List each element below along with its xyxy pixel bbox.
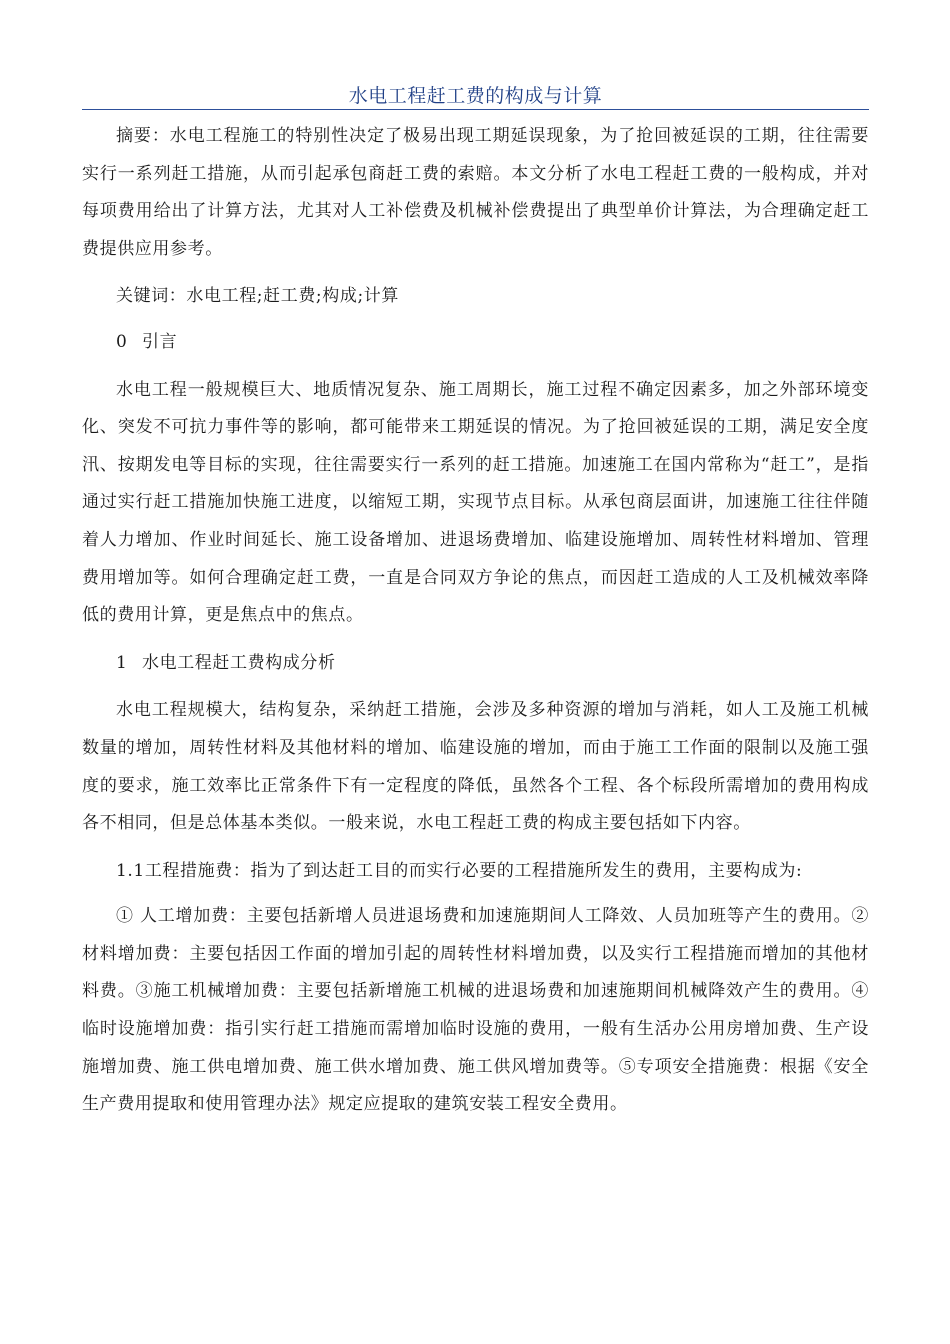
section1-paragraph: 水电工程规模大，结构复杂，采纳赶工措施，会涉及多种资源的增加与消耗，如人工及施工机械数量的增加，周转性材料及其他材料的增加、临建设施的增加，而由于施工工作面的限制以及施工强度的要求，施工效率比正常条件下有一定程度的降低，虽然各个工程、各个标段所需增加的费用构成各不相同，但是总体基本类似。一般来说，水电工程赶工费的构成主要包括如下内容。 xyxy=(82,700,869,834)
abstract-paragraph: 摘要：水电工程施工的特别性决定了极易出现工期延误现象，为了抢回被延误的工期，往往需要实行一系列赶工措施，从而引起承包商赶工费的索赔。本文分析了水电工程赶工费的一般构成，并对每项费用给出了计算方法，尤其对人工补偿费及机械补偿费提出了典型单价计算法，为合理确定赶工费提供应用参考。 xyxy=(82,126,869,259)
document-body xyxy=(82,118,869,1134)
subsection-1-1: 1.1工程措施费：指为了到达赶工目的而实行必要的工程措施所发生的费用，主要构成为: xyxy=(116,860,803,881)
title-underline xyxy=(82,109,869,110)
section-heading-1 xyxy=(82,645,869,683)
section-number: 0 xyxy=(116,331,128,352)
section-heading-0 xyxy=(82,324,869,362)
intro-paragraph: 水电工程一般规模巨大、地质情况复杂、施工周期长，施工过程不确定因素多，加之外部环境变化、突发不可抗力事件等的影响，都可能带来工期延误的情况。为了抢回被延误的工期，满足安全度汛、按期发电等目标的实现，往往需要实行一系列的赶工措施。加速施工在国内常称为“赶工”，是指通过实行赶工措施加快施工进度，以缩短工期，实现节点目标。从承包商层面讲，加速施工往往伴随着人力增加、作业时间延长、施工设备增加、进退场费增加、临建设施增加、周转性材料增加、管理费用增加等。如何合理确定赶工费，一直是合同双方争论的焦点，而因赶工造成的人工及机械效率降低的费用计算，更是焦点中的焦点。 xyxy=(82,379,869,626)
document-title: 水电工程赶工费的构成与计算 xyxy=(348,85,603,107)
section-title: 水电工程赶工费构成分析 xyxy=(142,652,336,673)
cost-items-paragraph: ① 人工增加费：主要包括新增人员进退场费和加速施期间人工降效、人员加班等产生的费用。②材料增加费：主要包括因工作面的增加引起的周转性材料增加费，以及实行工程措施而增加的其他材料费。③施工机械增加费：主要包括新增施工机械的进退场费和加速施期间机械降效产生的费用。④临时设施增加费：指引实行赶工措施而需增加临时设施的费用，一般有生活办公用房增加费、生产设施增加费、施工供电增加费、施工供水增加费、施工供风增加费等。⑤专项安全措施费：根据《安全生产费用提取和使用管理办法》规定应提取的建筑安装工程安全费用。 xyxy=(82,906,869,1115)
keywords-line: 关键词：水电工程;赶工费;构成;计算 xyxy=(116,286,399,307)
section-title: 引言 xyxy=(142,331,178,352)
section-number: 1 xyxy=(116,652,128,673)
